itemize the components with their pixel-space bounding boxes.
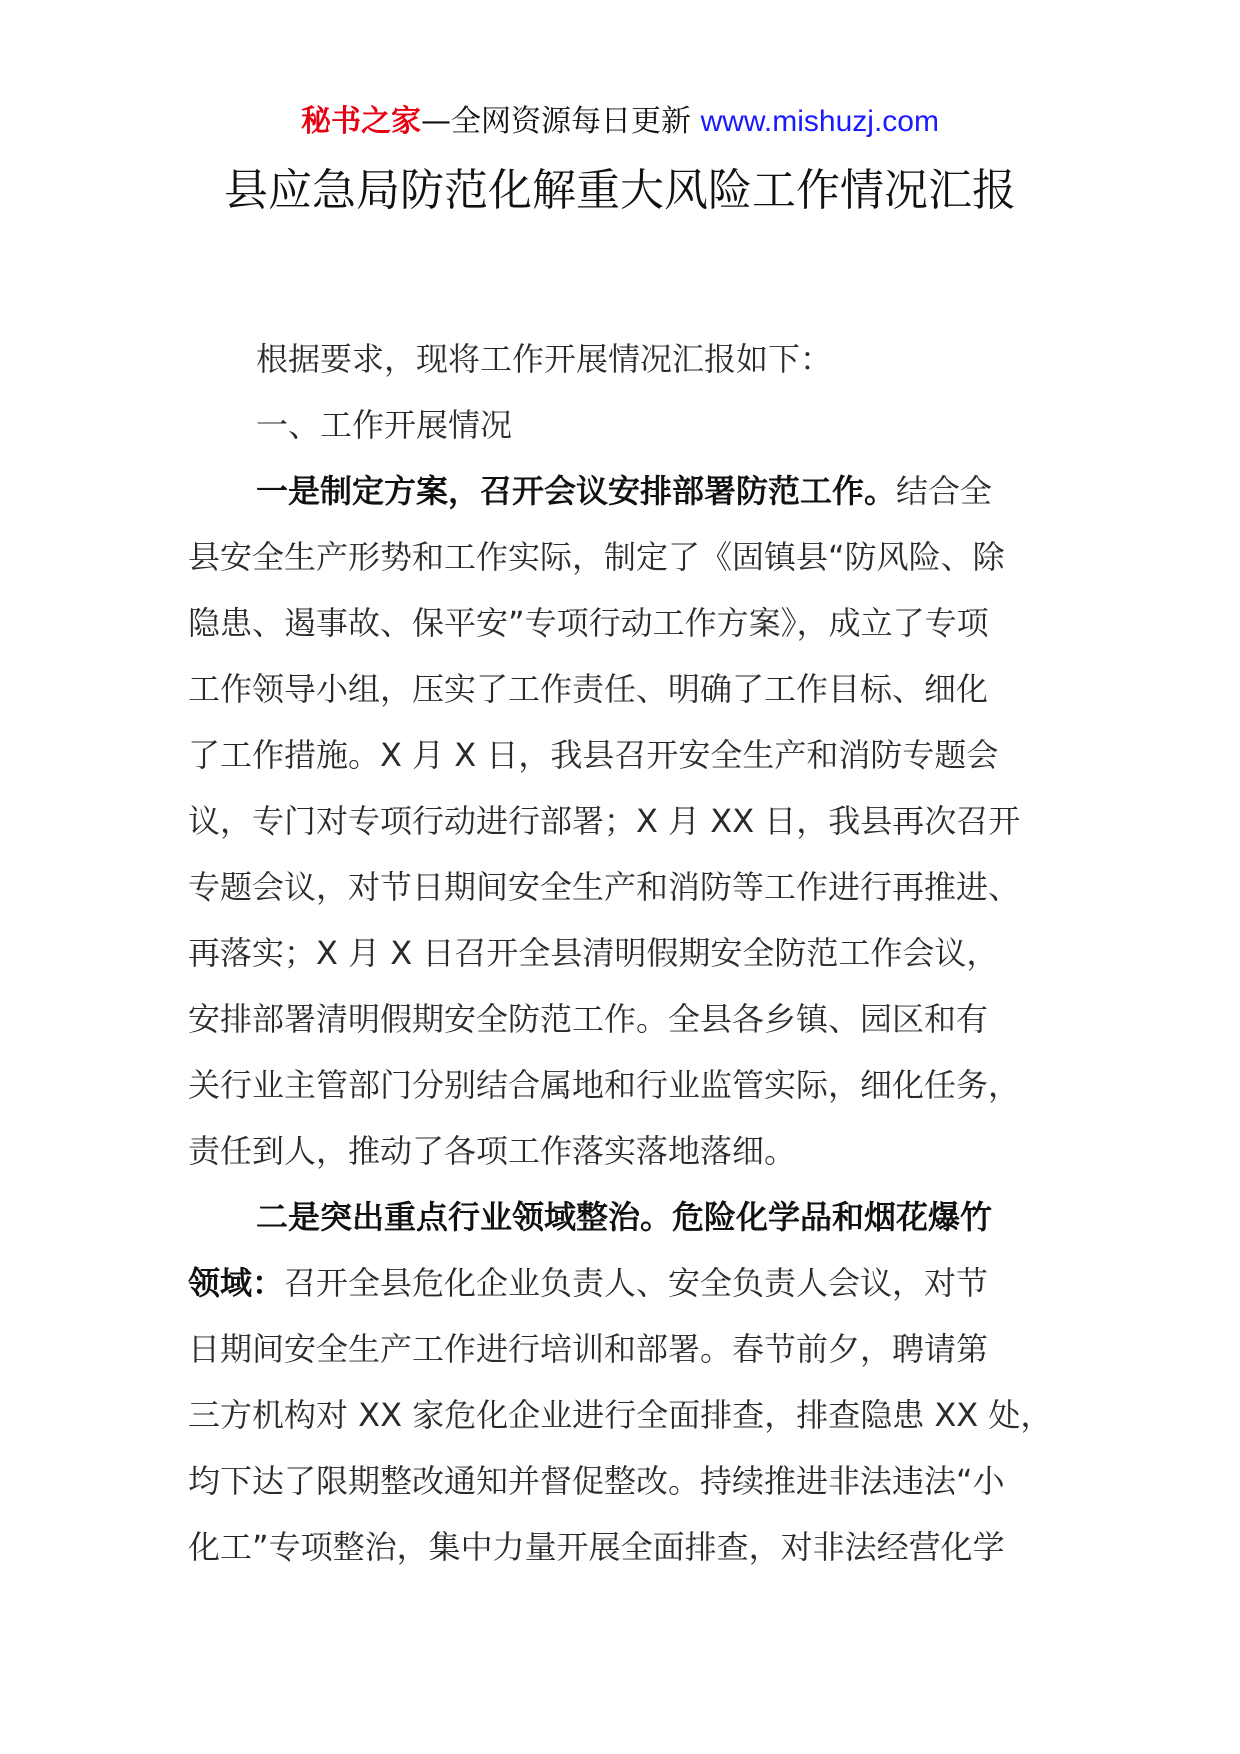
site-slogan: —全网资源每日更新 xyxy=(421,104,701,139)
paragraph-1-text: 结合全 xyxy=(896,472,993,510)
paragraph-1-line: 议，专门对专项行动进行部署；X 月 XX 日，我县再次召开 xyxy=(188,802,1021,840)
paragraph-1-line: 工作领导小组，压实了工作责任、明确了工作目标、细化 xyxy=(188,670,989,708)
paragraph-2-line: 化工”专项整治，集中力量开展全面排查，对非法经营化学 xyxy=(188,1528,1005,1566)
document-body xyxy=(188,326,1068,1580)
section-heading: 一、工作开展情况 xyxy=(256,406,513,444)
paragraph-2-text: 召开全县危化企业负责人、安全负责人会议，对节 xyxy=(284,1264,989,1302)
paragraph-1-line: 专题会议，对节日期间安全生产和消防等工作进行再推进、 xyxy=(188,868,1021,906)
paragraph-2-lead-end: 领域： xyxy=(188,1264,285,1302)
paragraph-1-lead: 一是制定方案，召开会议安排部署防范工作。 xyxy=(256,472,897,510)
site-header xyxy=(0,100,1240,144)
paragraph-1-line: 隐患、遏事故、保平安”专项行动工作方案》，成立了专项 xyxy=(188,604,989,642)
paragraph-2-line: 三方机构对 XX 家危化企业进行全面排查，排查隐患 XX 处， xyxy=(188,1396,1053,1434)
paragraph-2-line: 日期间安全生产工作进行培训和部署。春节前夕，聘请第 xyxy=(188,1330,989,1368)
site-brand: 秘书之家 xyxy=(301,104,422,139)
paragraph-1-line: 了工作措施。X 月 X 日，我县召开安全生产和消防专题会 xyxy=(188,736,999,774)
paragraph-2-lead: 二是突出重点行业领域整治。危险化学品和烟花爆竹 xyxy=(256,1198,993,1236)
paragraph-2-line xyxy=(188,1250,1068,1316)
intro-paragraph: 根据要求，现将工作开展情况汇报如下： xyxy=(256,340,833,378)
paragraph-2-line: 均下达了限期整改通知并督促整改。持续推进非法违法“小 xyxy=(188,1462,1005,1500)
paragraph-1-line: 责任到人，推动了各项工作落实落地落细。 xyxy=(188,1132,797,1170)
paragraph-1-line: 再落实；X 月 X 日召开全县清明假期安全防范工作会议， xyxy=(188,934,999,972)
paragraph-1-line: 关行业主管部门分别结合属地和行业监管实际，细化任务， xyxy=(188,1066,1021,1104)
paragraph-1-line xyxy=(188,458,1068,524)
paragraph-1-line: 安排部署清明假期安全防范工作。全县各乡镇、园区和有 xyxy=(188,1000,989,1038)
paragraph-1-line: 县安全生产形势和工作实际，制定了《固镇县“防风险、除 xyxy=(188,538,1005,576)
site-url-link[interactable]: www.mishuzj.com xyxy=(700,105,939,138)
document-title: 县应急局防范化解重大风险工作情况汇报 xyxy=(224,165,1016,216)
